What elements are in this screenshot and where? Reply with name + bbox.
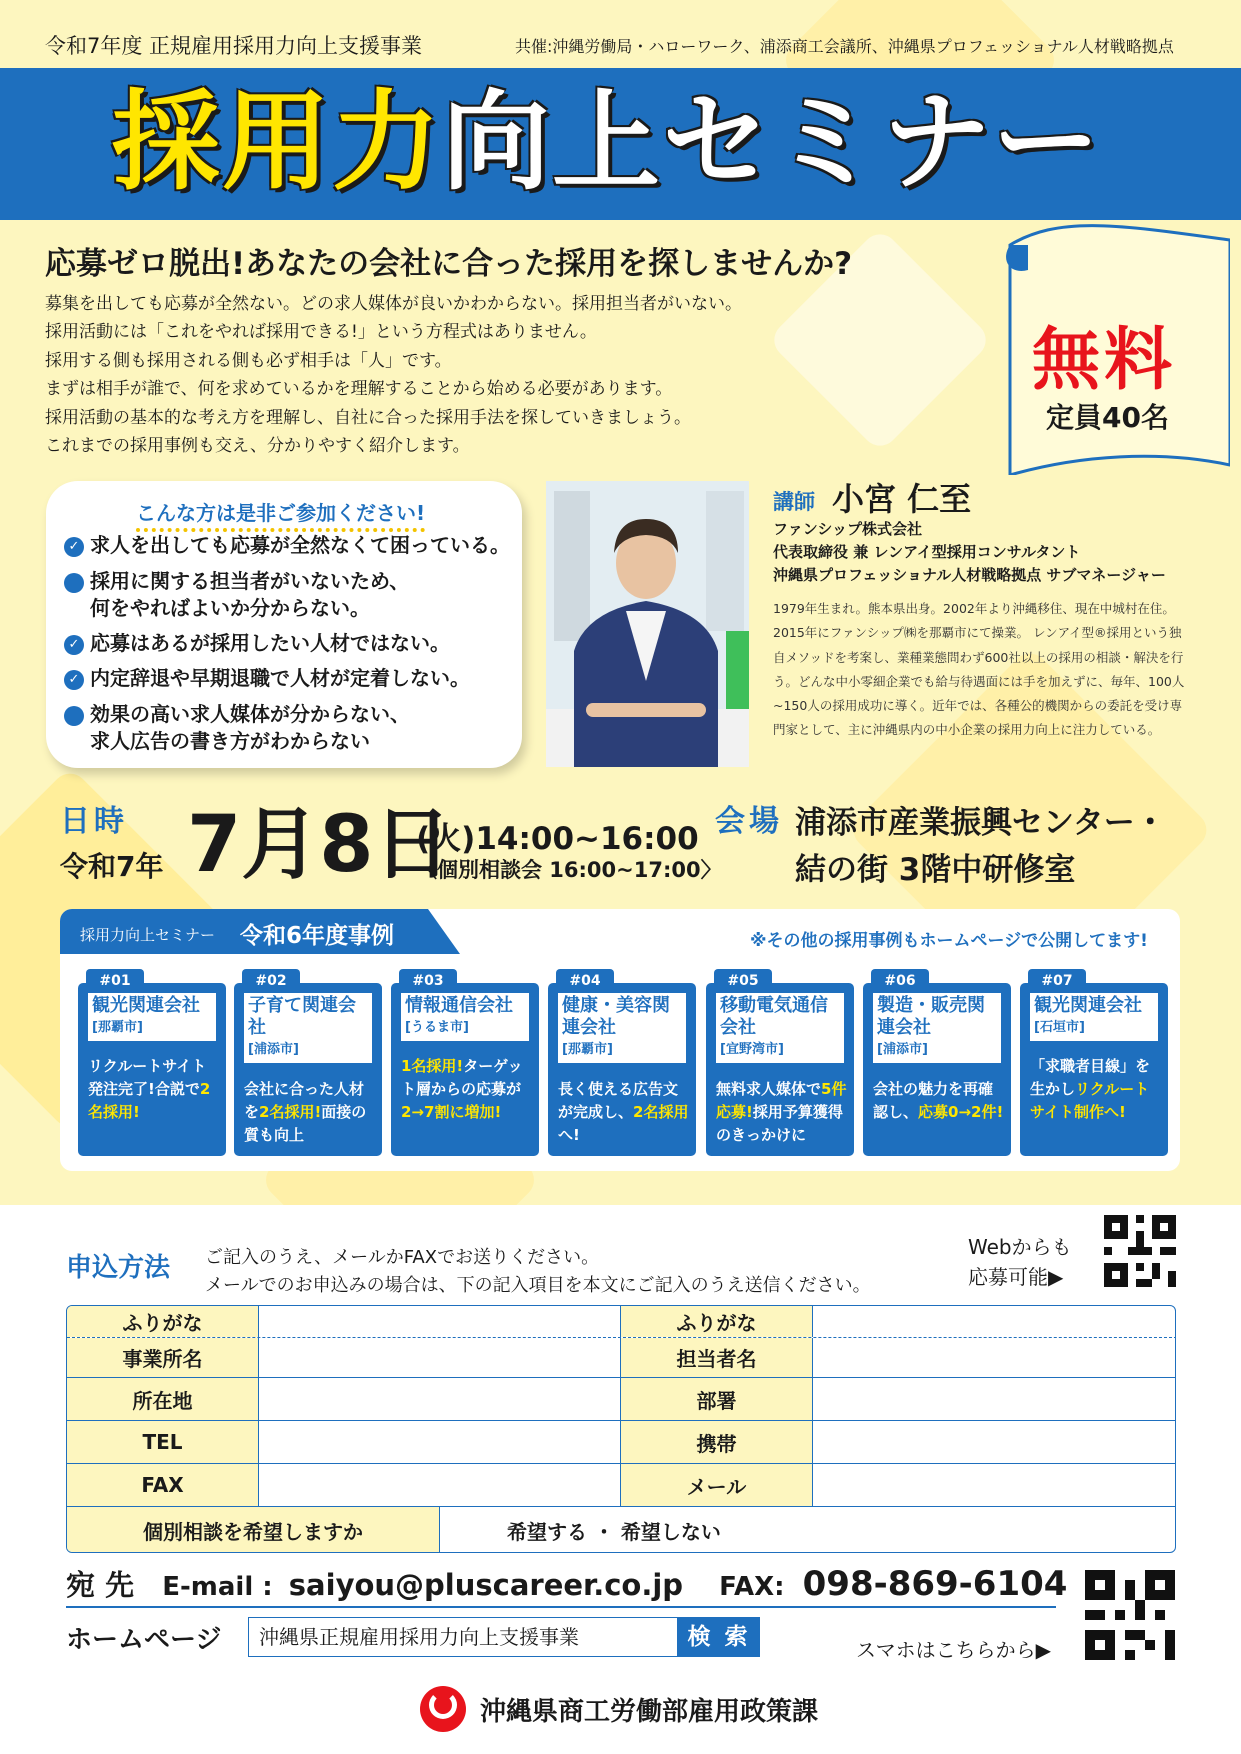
case-number: #01 bbox=[86, 969, 144, 993]
venue-name bbox=[795, 800, 1166, 894]
okinawa-logo-icon bbox=[420, 1686, 466, 1732]
case-result-text: 2→7割に増加! bbox=[401, 1103, 502, 1121]
lead-heading: 応募ゼロ脱出!あなたの会社に合った採用を探しませんか? bbox=[45, 246, 853, 282]
check-icon: ✓ bbox=[64, 635, 84, 655]
lecturer-bio: 1979年生まれ。熊本県出身。2002年より沖縄移住、現在中城村在住。2015年にファンシップ㈱を那覇市にて操業。 レンアイ型®採用という独自メソッドを考案し、業種業態問わず600社以上の採用の相談・解決を行う。どんな中小零細企業でも給与待遇面には手を加えずに、毎年、100人~150人の採用成功に導く。近年では、各種公的機関からの委託を受け専門家として、主に沖縄県内の中小企業の採用力向上に注力している。 bbox=[773, 601, 1185, 738]
fax-label: FAX: bbox=[719, 1572, 785, 1602]
footer-org bbox=[420, 1686, 818, 1732]
case-industry: 観光関連会社 bbox=[92, 995, 200, 1016]
case-industry: 情報通信会社 bbox=[405, 995, 513, 1016]
case-result-text: ターゲット層からの応募が bbox=[401, 1057, 523, 1098]
case-city: [宜野湾市] bbox=[720, 1042, 784, 1057]
check-icon: ✓ bbox=[64, 573, 84, 593]
consultation-time: 〈個別相談会 16:00~17:00〉 bbox=[416, 858, 722, 882]
capacity-label: 定員40名 bbox=[1046, 401, 1169, 434]
fax-number: 098-869-6104 bbox=[802, 1564, 1068, 1604]
footer-org-name: 沖縄県商工労働部雇用政策課 bbox=[480, 1696, 819, 1727]
program-name: 令和7年度 正規雇用採用力向上支援事業 bbox=[45, 34, 423, 58]
case-card bbox=[548, 973, 696, 1156]
form-row bbox=[67, 1463, 1176, 1506]
title-part2: 向上セミナー bbox=[442, 80, 1103, 205]
case-header bbox=[716, 993, 844, 1063]
apply-instructions bbox=[205, 1244, 871, 1300]
lecturer-name: 小宮 仁至 bbox=[832, 480, 972, 518]
field-label: TEL bbox=[67, 1421, 259, 1463]
check-icon: ✓ bbox=[64, 537, 84, 557]
case-result bbox=[716, 1078, 848, 1147]
case-header bbox=[873, 993, 1001, 1063]
case-result-text: 採用予算獲得のきっかけに bbox=[716, 1103, 843, 1144]
field-label: 部署 bbox=[621, 1378, 813, 1420]
apply-line: メールでのお申込みの場合は、下の記入項目を本文にご記入のうえ送信ください。 bbox=[205, 1275, 871, 1296]
web-apply-note: Webからも 応募可能▶ bbox=[968, 1235, 1072, 1289]
destination-label: 宛 先 bbox=[66, 1568, 135, 1602]
target-item: ✓ 内定辞退や早期退職で人材が定着しない。 bbox=[64, 665, 470, 692]
intro-line: 採用活動の基本的な考え方を理解し、自社に合った採用手法を探していきましょう。 bbox=[45, 407, 691, 428]
case-result-text: 応募0→2件! bbox=[918, 1103, 1004, 1121]
case-number: #05 bbox=[714, 969, 772, 993]
target-item: ✓ 効果の高い求人媒体が分からない、 求人広告の書き方がわからない bbox=[55, 702, 410, 753]
case-number: #04 bbox=[556, 969, 614, 993]
lecturer-photo bbox=[546, 481, 749, 767]
case-number: #07 bbox=[1028, 969, 1086, 993]
case-header bbox=[1030, 993, 1158, 1041]
intro-line: まずは相手が誰で、何を求めているかを理解することから始める必要があります。 bbox=[45, 379, 673, 400]
qr-code-smartphone-icon[interactable] bbox=[1085, 1570, 1175, 1660]
consult-options[interactable]: 希望する ・ 希望しない bbox=[507, 1520, 721, 1544]
case-header bbox=[558, 993, 686, 1063]
field-label: 担当者名 bbox=[621, 1338, 813, 1377]
divider-line bbox=[66, 1606, 1056, 1608]
case-card bbox=[863, 973, 1011, 1156]
intro-line: 採用活動には「これをやれば採用できる!」という方程式はありません。 bbox=[45, 322, 597, 343]
case-result-text: 無料求人媒体で bbox=[716, 1080, 822, 1098]
case-industry: 子育て関連会社 bbox=[248, 995, 356, 1038]
case-tab-subtitle: 採用力向上セミナー bbox=[80, 926, 216, 944]
field-label: 携帯 bbox=[621, 1421, 813, 1463]
case-card bbox=[234, 973, 382, 1156]
case-result-text: 5件応募! bbox=[716, 1080, 847, 1121]
target-item: ✓ 応募はあるが採用したい人材ではない。 bbox=[64, 630, 450, 657]
application-form bbox=[66, 1305, 1176, 1553]
datetime-era: 令和7年 bbox=[60, 850, 164, 883]
case-result-text: リクルートサイト制作へ! bbox=[1030, 1080, 1150, 1121]
case-number: #06 bbox=[871, 969, 929, 993]
case-card bbox=[78, 973, 226, 1156]
field-label: メール bbox=[621, 1464, 813, 1506]
title-part1: 採用力 bbox=[112, 80, 443, 205]
field-label: 所在地 bbox=[67, 1378, 259, 1420]
target-item: ✓ 採用に関する担当者がいないため、 何をやればよいか分からない。 bbox=[55, 569, 410, 620]
form-row bbox=[67, 1420, 1176, 1463]
destination bbox=[66, 1563, 1067, 1604]
homepage-search-input[interactable]: 沖縄県正規雇用採用力向上支援事業 bbox=[248, 1617, 678, 1657]
case-result-text: 2名採用! bbox=[259, 1103, 322, 1121]
case-result-text: 会社の魅力を再確認し、 bbox=[873, 1080, 994, 1121]
case-card bbox=[706, 973, 854, 1156]
check-icon: ✓ bbox=[64, 670, 84, 690]
case-result bbox=[558, 1078, 690, 1147]
case-result-text: リクルートサイト発注完了!合説で bbox=[88, 1057, 207, 1098]
datetime-label: 日時 bbox=[60, 804, 128, 839]
consult-label: 個別相談を希望しますか bbox=[67, 1507, 440, 1553]
affiliation-line: 代表取締役 兼 レンアイ型採用コンサルタント bbox=[773, 543, 1081, 561]
case-city: [浦添市] bbox=[248, 1042, 299, 1057]
case-card bbox=[1020, 973, 1168, 1156]
email-address[interactable]: saiyou@pluscareer.co.jp bbox=[288, 1568, 684, 1602]
case-result bbox=[88, 1055, 220, 1124]
affiliation-line: ファンシップ株式会社 bbox=[773, 520, 923, 538]
form-row bbox=[67, 1377, 1176, 1420]
check-icon: ✓ bbox=[64, 706, 84, 726]
case-result-text: 長く使える広告文が完成し、 bbox=[558, 1080, 679, 1121]
smartphone-note: スマホはこちらから▶ bbox=[856, 1638, 1051, 1662]
venue-line: 浦添市産業振興センター・ bbox=[795, 805, 1166, 841]
case-number: #02 bbox=[242, 969, 300, 993]
organizers: 共催:沖縄労働局・ハローワーク、浦添商工会議所、沖縄県プロフェッショナル人材戦略拠点 bbox=[515, 37, 1174, 56]
field-label: ふりがな bbox=[621, 1306, 813, 1337]
case-tab-title: 令和6年度事例 bbox=[240, 923, 395, 949]
target-item: ✓ 求人を出しても応募が全然なくて困っている。 bbox=[64, 532, 510, 559]
case-result-text: 会社に合った人材を bbox=[244, 1080, 365, 1121]
case-result-text: へ! bbox=[558, 1126, 580, 1144]
form-row bbox=[67, 1337, 1176, 1377]
seminar-title bbox=[112, 78, 1102, 208]
case-header bbox=[244, 993, 372, 1063]
field-label: 事業所名 bbox=[67, 1338, 259, 1377]
datetime-time: (火)14:00~16:00 bbox=[416, 821, 699, 857]
case-result-text: 「求職者目線」を生かし bbox=[1030, 1057, 1151, 1098]
case-result-text: 1名採用! bbox=[401, 1057, 464, 1075]
email-label: E-mail : bbox=[162, 1572, 273, 1602]
lecturer-portrait-icon bbox=[546, 481, 749, 767]
case-city: [浦添市] bbox=[877, 1042, 928, 1057]
qr-code-web-icon[interactable] bbox=[1104, 1215, 1176, 1287]
case-result bbox=[873, 1078, 1005, 1124]
target-title: こんな方は是非ご参加ください! bbox=[136, 497, 425, 532]
case-city: [うるま市] bbox=[405, 1020, 469, 1035]
search-button[interactable]: 検 索 bbox=[678, 1617, 760, 1657]
free-label: 無料 bbox=[1032, 321, 1177, 400]
case-industry: 観光関連会社 bbox=[1034, 995, 1142, 1016]
form-row bbox=[67, 1506, 1176, 1553]
case-result bbox=[401, 1055, 533, 1124]
field-label: FAX bbox=[67, 1464, 259, 1506]
case-result-text: 2名採用! bbox=[88, 1080, 211, 1121]
field-label: ふりがな bbox=[67, 1306, 259, 1337]
apply-line: ご記入のうえ、メールかFAXでお送りください。 bbox=[205, 1247, 600, 1268]
case-city: [石垣市] bbox=[1034, 1020, 1085, 1035]
case-note: ※その他の採用事例もホームページで公開してます! bbox=[750, 931, 1148, 951]
case-result bbox=[1030, 1055, 1162, 1124]
case-industry: 製造・販売関連会社 bbox=[877, 995, 985, 1038]
intro-line: これまでの採用事例も交え、分かりやすく紹介します。 bbox=[45, 436, 470, 457]
venue-label: 会場 bbox=[715, 804, 783, 839]
datetime-date: 7月8日 bbox=[187, 800, 452, 890]
case-industry: 健康・美容関連会社 bbox=[562, 995, 670, 1038]
case-industry: 移動電気通信会社 bbox=[720, 995, 828, 1038]
case-header bbox=[88, 993, 216, 1041]
case-result bbox=[244, 1078, 376, 1147]
case-card bbox=[391, 973, 539, 1156]
venue-line: 結の街 3階中研修室 bbox=[795, 852, 1076, 888]
lecturer-affiliation bbox=[773, 518, 1166, 587]
homepage-label: ホームページ bbox=[66, 1625, 222, 1655]
intro-line: 採用する側も採用される側も必ず相手は「人」です。 bbox=[45, 350, 452, 371]
apply-label: 申込方法 bbox=[66, 1253, 171, 1283]
form-row bbox=[67, 1306, 1176, 1337]
case-number: #03 bbox=[399, 969, 457, 993]
affiliation-line: 沖縄県プロフェッショナル人材戦略拠点 サブマネージャー bbox=[773, 566, 1166, 584]
lecturer-label: 講師 bbox=[773, 490, 815, 514]
case-result-text: 面接の質も向上 bbox=[244, 1103, 367, 1144]
case-result-text: 2名採用 bbox=[633, 1103, 689, 1121]
case-city: [那覇市] bbox=[92, 1020, 143, 1035]
case-header bbox=[401, 993, 529, 1041]
intro-line: 募集を出しても応募が全然ない。どの求人媒体が良いかわからない。採用担当者がいない。 bbox=[45, 294, 742, 314]
intro-text bbox=[45, 290, 742, 460]
case-city: [那覇市] bbox=[562, 1042, 613, 1057]
